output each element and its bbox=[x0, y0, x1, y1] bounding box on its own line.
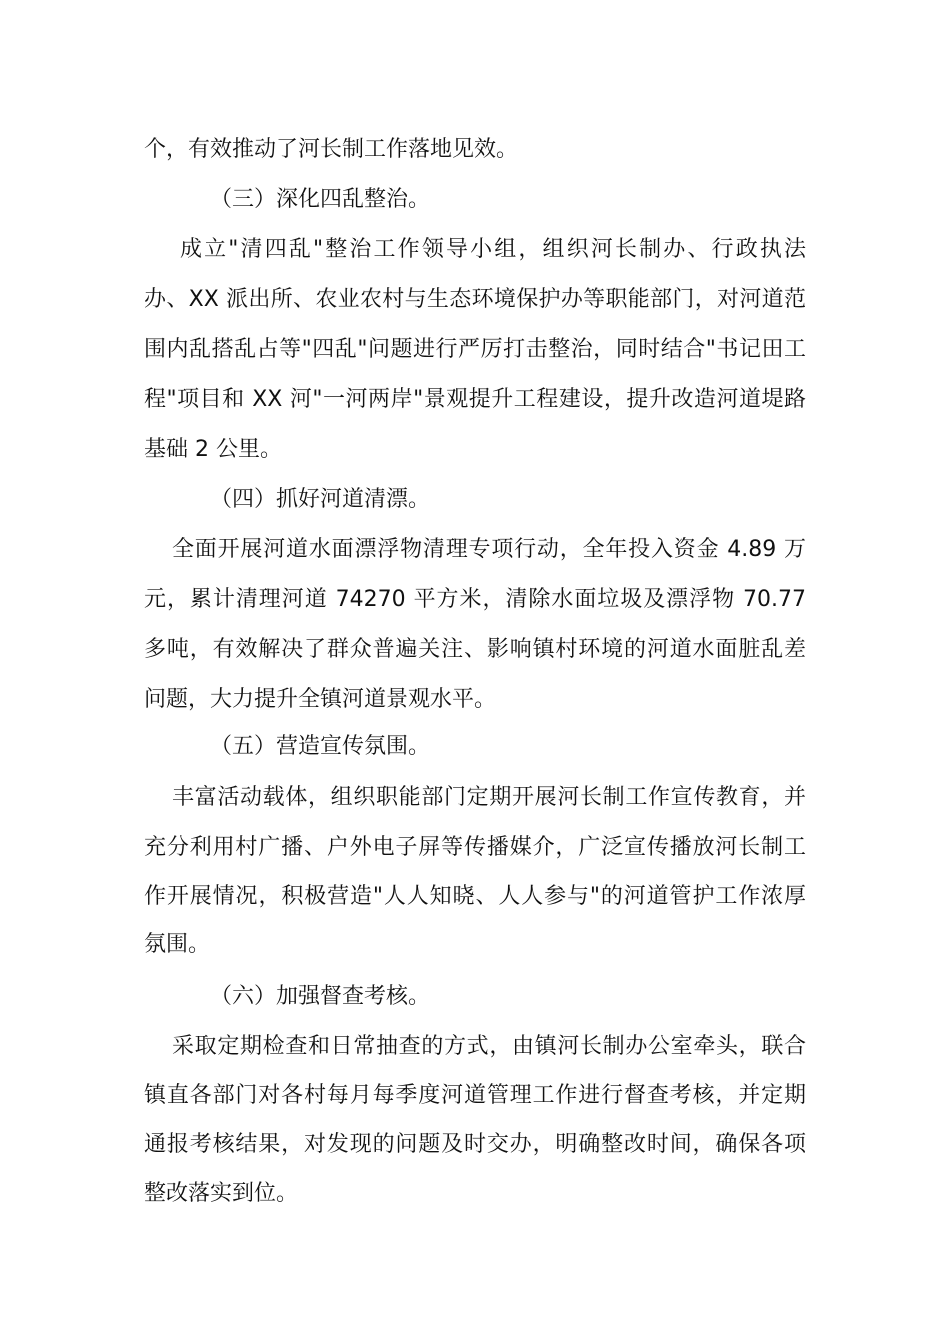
paragraph-line: 镇直各部门对各村每月每季度河道管理工作进行督查考核，并定期 bbox=[144, 1083, 806, 1108]
paragraph-line: 问题，大力提升全镇河道景观水平。 bbox=[144, 687, 497, 712]
paragraph-line: 充分利用村广播、户外电子屏等传播媒介，广泛宣传播放河长制工 bbox=[144, 835, 806, 860]
paragraph-line: 全面开展河道水面漂浮物清理专项行动，全年投入资金 4.89 万 bbox=[172, 537, 806, 562]
paragraph-line: 围内乱搭乱占等"四乱"问题进行严厉打击整治，同时结合"书记田工 bbox=[144, 337, 806, 362]
section-heading-6: （六）加强督查考核。 bbox=[210, 984, 431, 1009]
paragraph-line: 作开展情况，积极营造"人人知晓、人人参与"的河道管护工作浓厚 bbox=[144, 884, 806, 909]
intro-line: 个，有效推动了河长制工作落地见效。 bbox=[144, 137, 519, 162]
section-heading-5: （五）营造宣传氛围。 bbox=[210, 734, 431, 759]
paragraph-line: 成立"清四乱"整治工作领导小组，组织河长制办、行政执法 bbox=[180, 237, 806, 262]
paragraph-line: 丰富活动载体，组织职能部门定期开展河长制工作宣传教育，并 bbox=[172, 785, 806, 810]
paragraph-line: 程"项目和 XX 河"一河两岸"景观提升工程建设，提升改造河道堤路 bbox=[144, 387, 806, 412]
paragraph-line: 整改落实到位。 bbox=[144, 1181, 299, 1206]
section-heading-4: （四）抓好河道清漂。 bbox=[210, 487, 431, 512]
paragraph-line: 通报考核结果，对发现的问题及时交办，明确整改时间，确保各项 bbox=[144, 1132, 806, 1157]
paragraph-line: 多吨，有效解决了群众普遍关注、影响镇村环境的河道水面脏乱差 bbox=[144, 637, 806, 662]
paragraph-line: 基础 2 公里。 bbox=[144, 437, 282, 462]
paragraph-line: 采取定期检查和日常抽查的方式，由镇河长制办公室牵头，联合 bbox=[172, 1034, 806, 1059]
section-heading-3: （三）深化四乱整治。 bbox=[210, 187, 431, 212]
paragraph-line: 氛围。 bbox=[144, 932, 211, 957]
paragraph-line: 元，累计清理河道 74270 平方米，清除水面垃圾及漂浮物 70.77 bbox=[144, 587, 806, 612]
paragraph-line: 办、XX 派出所、农业农村与生态环境保护办等职能部门，对河道范 bbox=[144, 287, 806, 312]
